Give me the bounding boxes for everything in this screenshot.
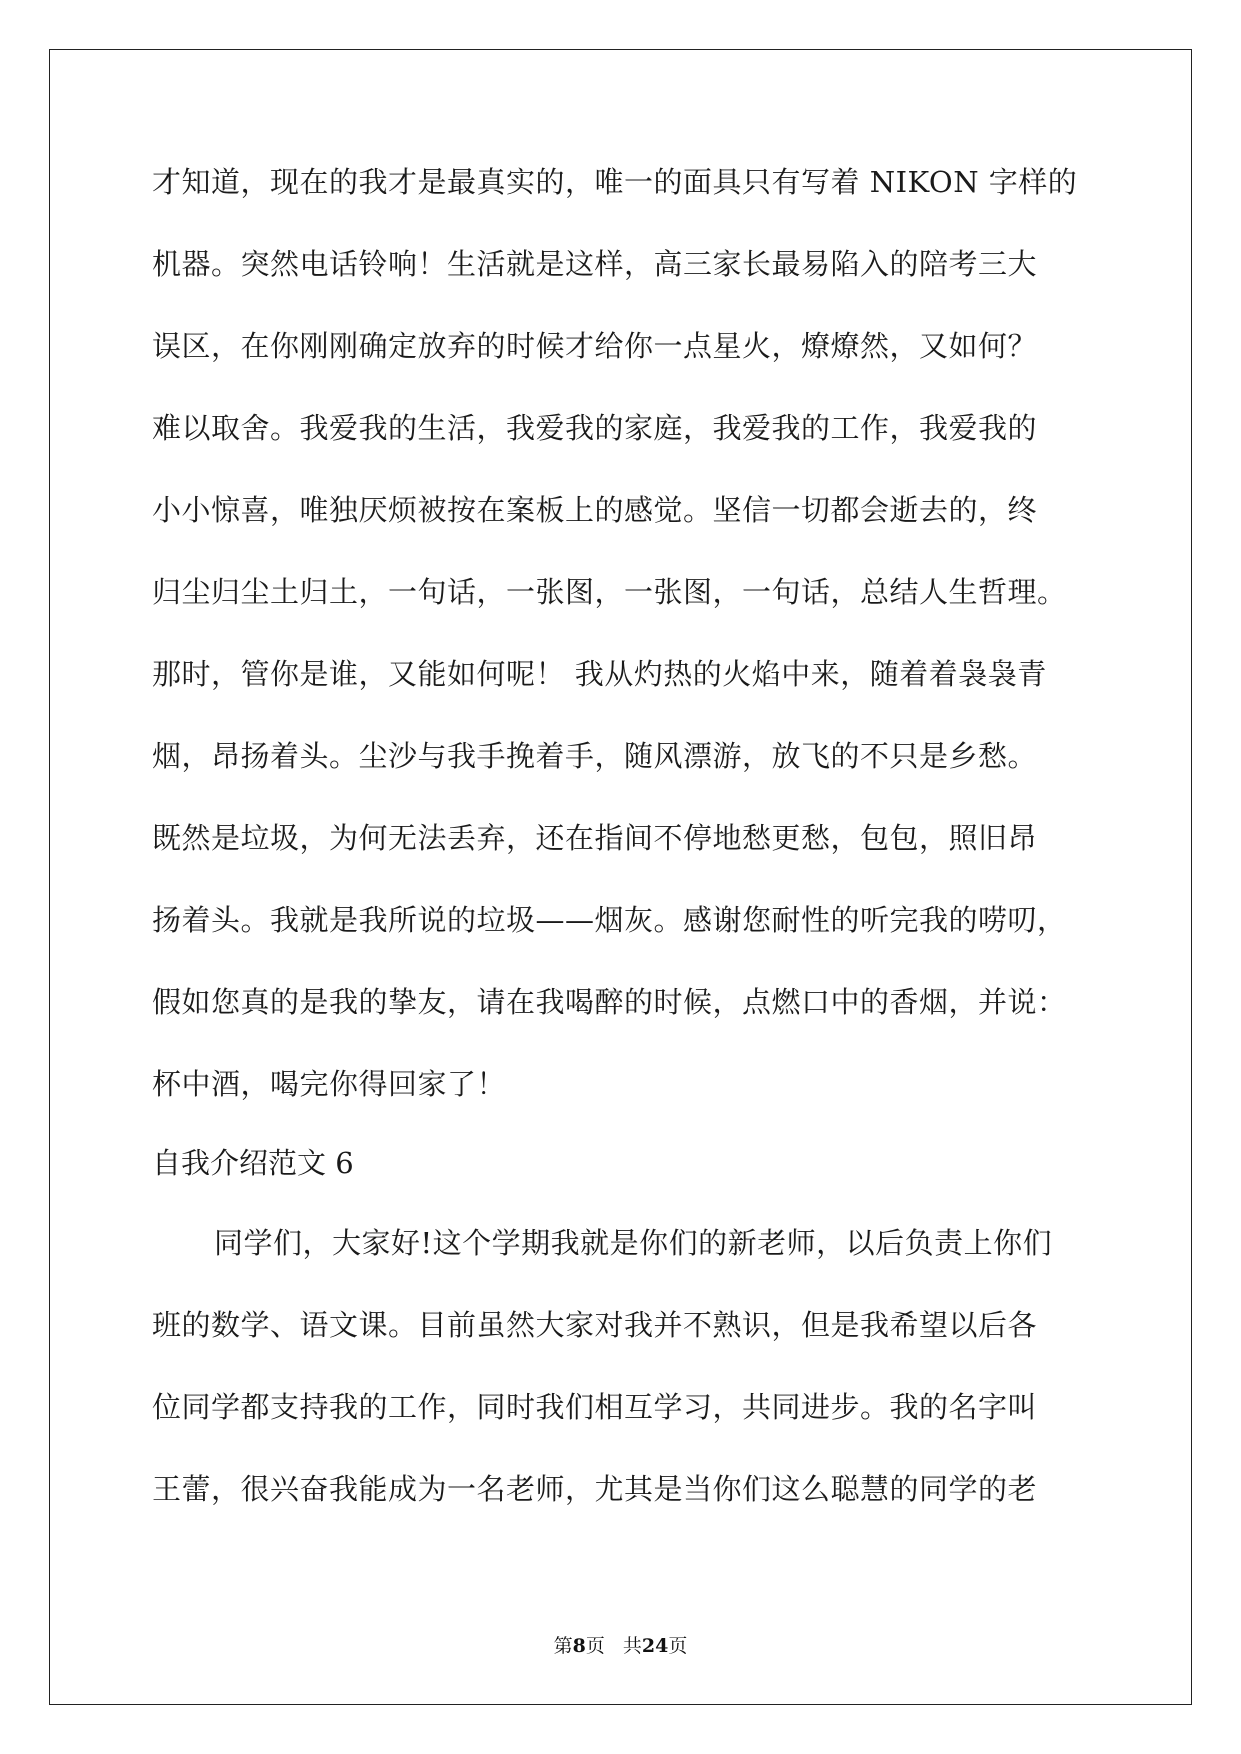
body-line: 烟，昂扬着头。尘沙与我手挽着手，随风漂游，放飞的不只是乡愁。 <box>152 739 1038 773</box>
section-line: 位同学都支持我的工作，同时我们相互学习，共同进步。我的名字叫 <box>152 1390 1038 1424</box>
body-line: 归尘归尘土归土，一句话，一张图，一张图，一句话，总结人生哲理。 <box>152 575 1067 609</box>
total-prefix: 共 <box>622 1635 642 1657</box>
body-line: 那时，管你是谁，又能如何呢！ 我从灼热的火焰中来，随着着袅袅青 <box>152 657 1047 691</box>
body-line: 误区，在你刚刚确定放弃的时候才给你一点星火，燎燎然，又如何？ <box>152 329 1038 363</box>
page-number: 8 <box>572 1635 586 1657</box>
body-line: 既然是垃圾，为何无法丢弃，还在指间不停地愁更愁，包包，照旧昂 <box>152 821 1038 855</box>
section-line: 同学们，大家好!这个学期我就是你们的新老师，以后负责上你们 <box>214 1226 1053 1260</box>
body-line: 机器。突然电话铃响！生活就是这样，高三家长最易陷入的陪考三大 <box>152 247 1038 281</box>
section-line: 王蕾，很兴奋我能成为一名老师，尤其是当你们这么聪慧的同学的老 <box>152 1472 1038 1506</box>
section-heading: 自我介绍范文 6 <box>152 1146 354 1180</box>
page-suffix: 页 <box>585 1635 605 1657</box>
body-line: 扬着头。我就是我所说的垃圾——烟灰。感谢您耐性的听完我的唠叨， <box>152 903 1067 937</box>
body-line: 杯中酒，喝完你得回家了！ <box>152 1067 507 1101</box>
page-footer <box>0 1634 1241 1658</box>
body-line: 难以取舍。我爱我的生活，我爱我的家庭，我爱我的工作，我爱我的 <box>152 411 1038 445</box>
document-body <box>152 162 1092 1551</box>
body-line: 小小惊喜，唯独厌烦被按在案板上的感觉。坚信一切都会逝去的，终 <box>152 493 1038 527</box>
total-pages: 24 <box>641 1635 669 1657</box>
section-line: 班的数学、语文课。目前虽然大家对我并不熟识，但是我希望以后各 <box>152 1308 1038 1342</box>
body-line: 假如您真的是我的挚友，请在我喝醉的时候，点燃口中的香烟，并说： <box>152 985 1067 1019</box>
body-line: 才知道，现在的我才是最真实的，唯一的面具只有写着 NIKON 字样的 <box>152 165 1078 199</box>
total-suffix: 页 <box>668 1635 688 1657</box>
page-prefix: 第 <box>553 1635 573 1657</box>
